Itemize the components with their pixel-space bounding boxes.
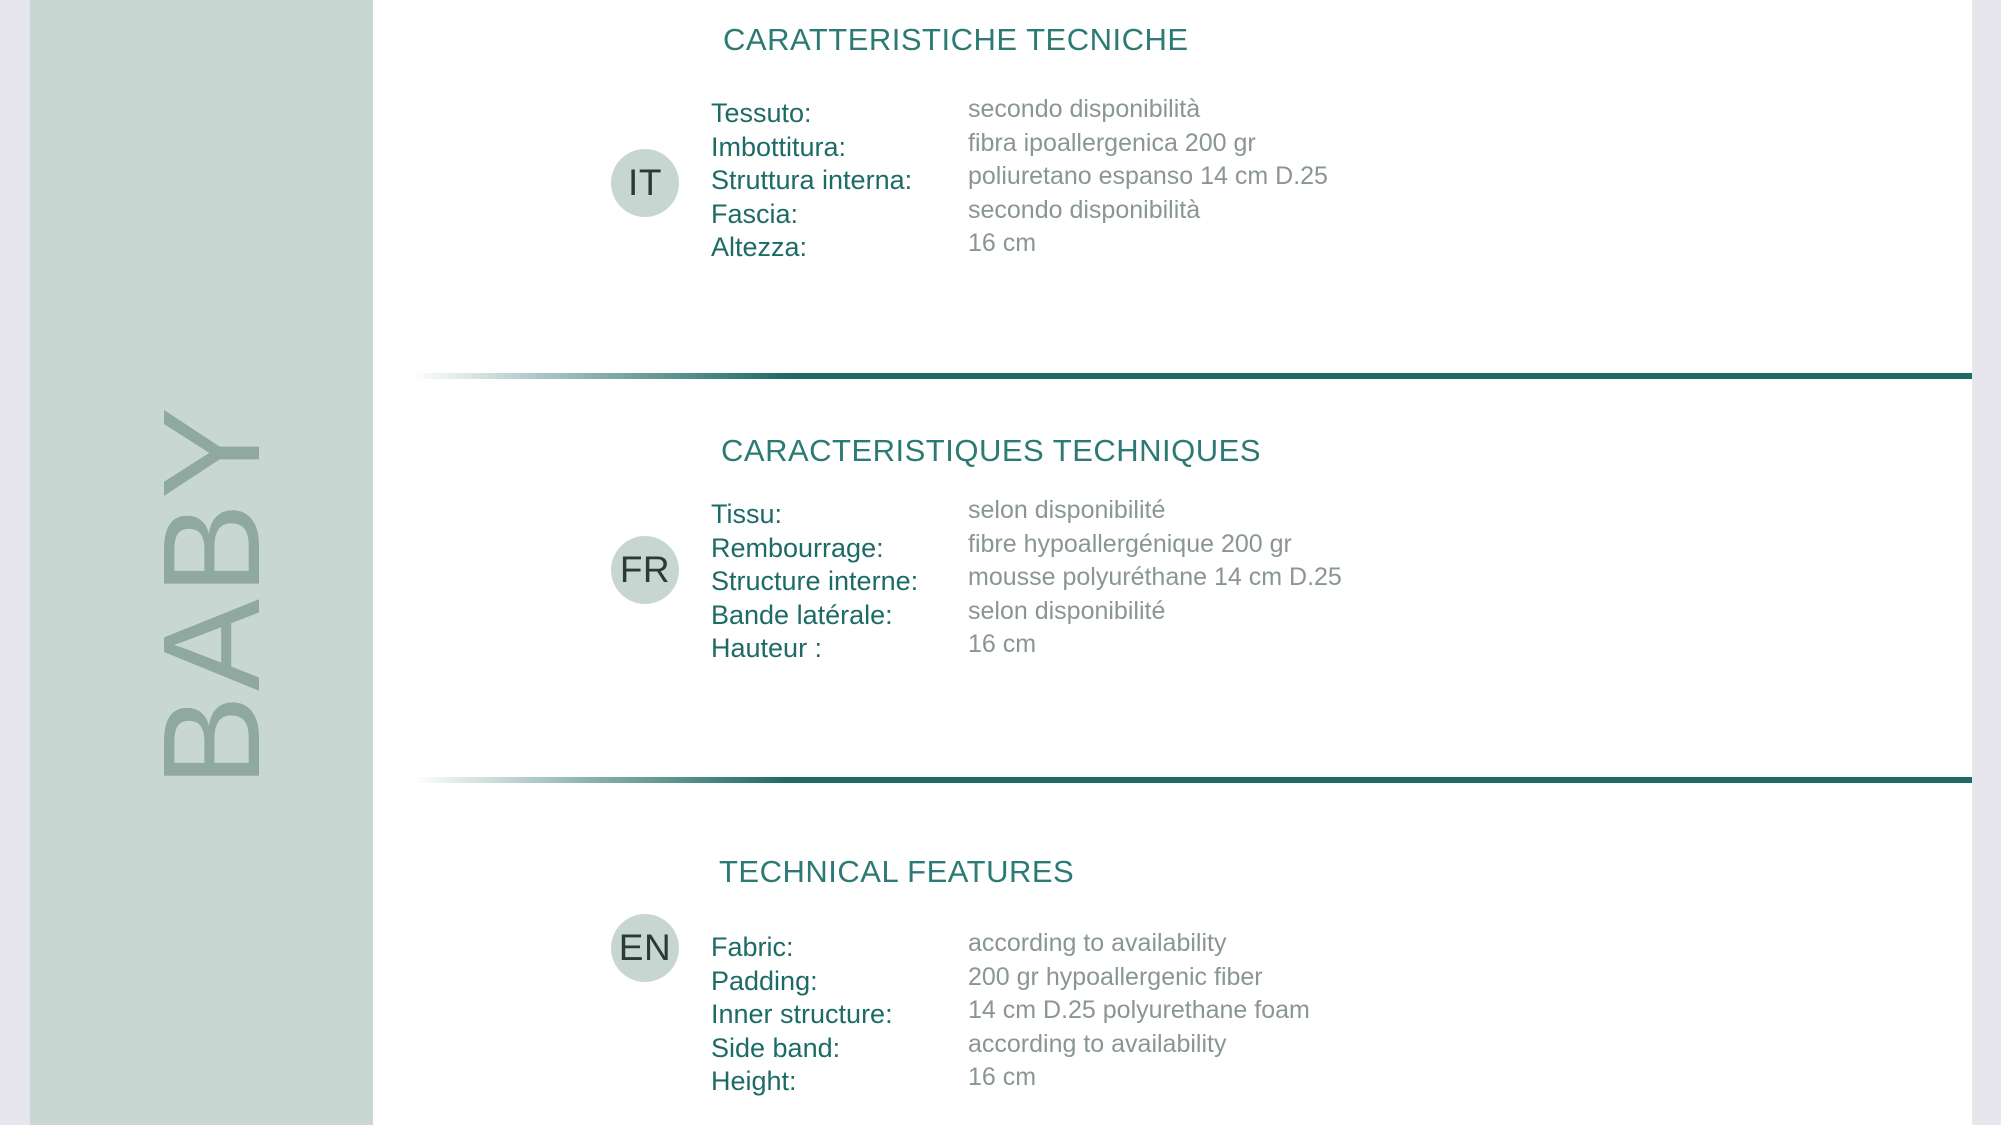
spec-label: Imbottitura: [711, 131, 847, 162]
spec-sheet-page [30, 0, 1972, 1125]
spec-value: mousse polyuréthane 14 cm D.25 [968, 563, 1342, 591]
section-title: CARACTERISTIQUES TECHNIQUES [721, 433, 1262, 468]
section-divider [413, 373, 1972, 379]
spec-label: Height: [711, 1066, 797, 1096]
spec-value: poliuretano espanso 14 cm D.25 [968, 162, 1328, 190]
spec-label: Inner structure: [711, 999, 893, 1029]
spec-value: 16 cm [968, 1063, 1037, 1091]
spec-label: Rembourrage: [711, 532, 884, 563]
sidebar-band [30, 0, 373, 1125]
spec-value: according to availability [968, 1029, 1227, 1058]
spec-label: Altezza: [711, 232, 808, 262]
section-divider [413, 777, 1972, 783]
spec-label: Tessuto: [711, 98, 812, 128]
language-badge-fr: FR [611, 536, 679, 604]
spec-label: Padding: [711, 965, 818, 996]
spec-label: Side band: [711, 1032, 841, 1063]
spec-label: Bande latérale: [711, 599, 893, 630]
spec-value: selon disponibilité [968, 496, 1166, 524]
spec-value: fibra ipoallergenica 200 gr [968, 128, 1256, 157]
spec-value: 14 cm D.25 polyurethane foam [968, 996, 1310, 1024]
spec-value: 16 cm [968, 630, 1037, 658]
section-title: CARATTERISTICHE TECNICHE [723, 22, 1189, 57]
spec-value: fibre hypoallergénique 200 gr [968, 529, 1292, 558]
language-badge-en: EN [611, 914, 679, 982]
spec-label: Fascia: [711, 198, 799, 229]
spec-label: Struttura interna: [711, 165, 913, 195]
spec-value: according to availability [968, 929, 1227, 957]
spec-value: secondo disponibilità [968, 195, 1201, 224]
spec-label: Structure interne: [711, 566, 919, 596]
section-it [373, 0, 1972, 372]
spec-label: Hauteur : [711, 633, 823, 663]
spec-label: Tissu: [711, 499, 783, 529]
spec-value: secondo disponibilità [968, 95, 1201, 123]
spec-value: selon disponibilité [968, 596, 1166, 625]
language-badge-it: IT [611, 149, 679, 217]
section-en [373, 784, 1972, 1125]
sidebar-product-label: BABY [135, 402, 289, 788]
spec-value: 16 cm [968, 229, 1037, 257]
spec-label: Fabric: [711, 932, 794, 962]
section-title: TECHNICAL FEATURES [719, 854, 1075, 889]
spec-value: 200 gr hypoallergenic fiber [968, 962, 1263, 991]
section-fr [373, 380, 1972, 775]
